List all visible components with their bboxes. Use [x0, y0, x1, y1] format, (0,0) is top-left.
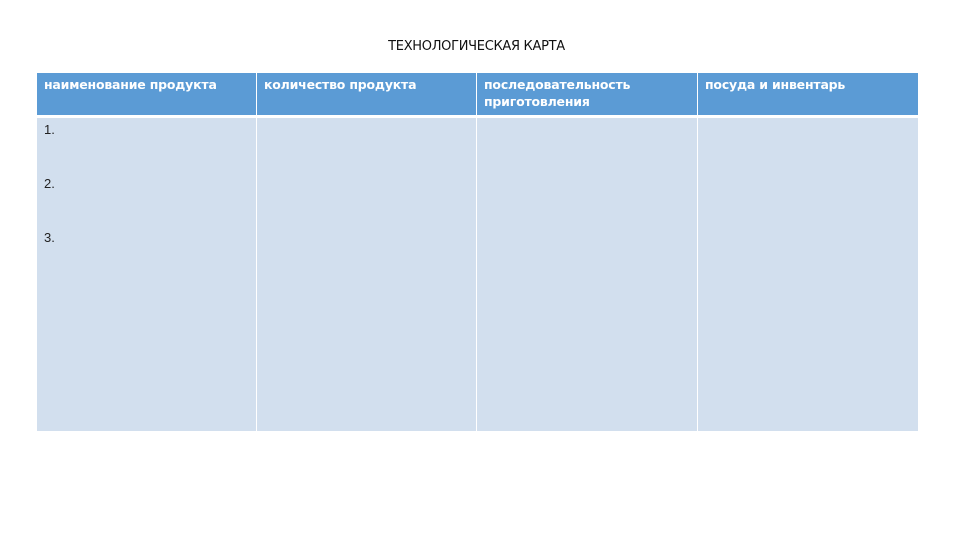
header-utensils-inventory: посуда и инвентарь: [698, 73, 918, 115]
header-preparation-sequence: последовательность приготовления: [477, 73, 697, 115]
cell-preparation-sequence[interactable]: [477, 118, 697, 431]
cell-utensils-inventory[interactable]: [698, 118, 918, 431]
cell-product-quantity[interactable]: [257, 118, 476, 431]
header-product-name: наименование продукта: [37, 73, 256, 115]
list-item: 2.: [44, 176, 55, 191]
page-title: ТЕХНОЛОГИЧЕСКАЯ КАРТА: [388, 39, 565, 54]
header-product-quantity: количество продукта: [257, 73, 476, 115]
list-item: 1.: [44, 122, 55, 137]
tech-card-table: [37, 73, 918, 431]
cell-product-name[interactable]: [37, 118, 256, 431]
list-item: 3.: [44, 230, 55, 245]
